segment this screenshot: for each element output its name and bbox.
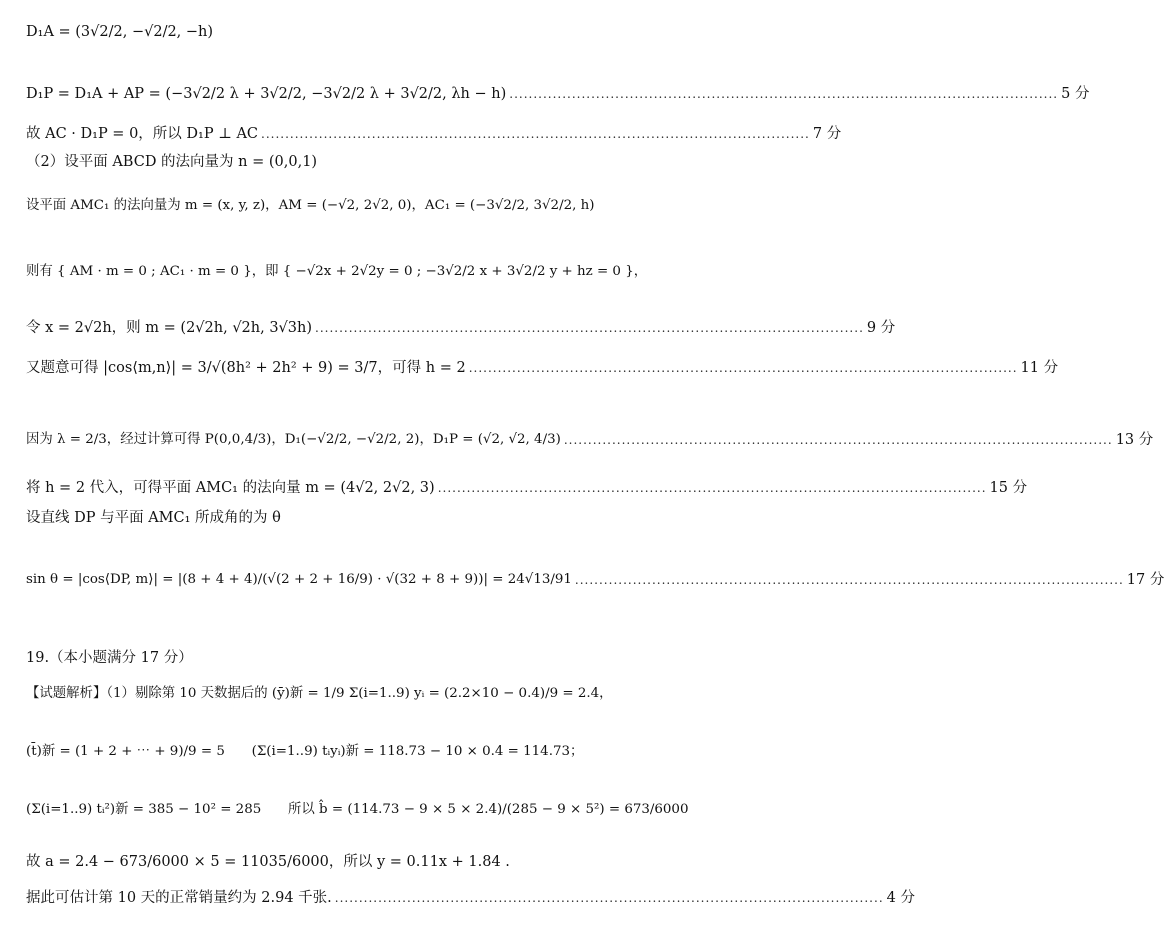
leader-dots: .................................................................................................................. [509,87,1059,101]
line-expression: 令 x = 2√2h，则 m = (2√2h, √2h, 3√3h) [26,320,313,336]
line-expression: 因为 λ = 2/3，经过计算可得 P(0,0,4/3)，D₁(−√2/2, −√2/2, 2)，D₁P = (√2, √2, 4/3) [26,432,561,447]
solution-line-3 [26,124,842,144]
problem19-line-4 [26,852,663,872]
solution-line-4 [26,152,663,172]
score-label: 5 分 [1061,86,1090,102]
score-label: 11 分 [1020,360,1059,376]
problem19-line-3 [26,800,689,820]
score-label: 13 分 [1115,432,1154,448]
leader-dots: .................................................................................................................. [315,321,864,335]
score-label: 4 分 [886,890,915,906]
solution-line-5 [26,196,663,216]
line-expression: 【试题解析】（1）剔除第 10 天数据后的 (ȳ)新 = 1/9 Σ(i=1..9) yᵢ = (2.2×10 − 0.4)/9 = 2.4， [26,686,613,701]
solution-line-9 [26,430,1154,450]
leader-dots: .................................................................................................................. [261,127,810,141]
leader-dots: .................................................................................................................. [334,891,884,905]
line-expression: 故 AC · D₁P = 0，所以 D₁P ⊥ AC [26,126,259,142]
line-expression: （2）设平面 ABCD 的法向量为 n = (0,0,1) [26,154,318,170]
solution-line-8 [26,358,1059,378]
line-expression: 又题意可得 |cos⟨m,n⟩| = 3/√(8h² + 2h² + 9) = 3/7，可得 h = 2 [26,360,466,376]
solution-line-11 [26,508,663,528]
score-label: 15 分 [989,480,1028,496]
solution-line-12 [26,570,1164,590]
line-expression: 据此可估计第 10 天的正常销量约为 2.94 千张. [26,890,332,906]
line-expression: 则有 { AM · m = 0 ; AC₁ · m = 0 }，即 { −√2x + 2√2y = 0 ; −3√2/2 x + 3√2/2 y + hz = 0 }， [26,264,648,279]
solution-line-2 [26,84,1090,104]
section-heading: 19.（本小题满分 17 分） [26,650,193,666]
leader-dots: .................................................................................................................. [437,481,987,495]
line-expression: (Σ(i=1..9) tᵢ²)新 = 385 − 10² = 285 所以 b̂ = (114.73 − 9 × 5 × 2.4)/(285 − 9 × 5²) = 673/6000 [26,802,689,817]
solution-line-10 [26,478,1028,498]
line-expression: 设平面 AMC₁ 的法向量为 m = (x, y, z)，AM = (−√2, 2√2, 0)，AC₁ = (−3√2/2, 3√2/2, h) [26,198,595,213]
leader-dots: .................................................................................................................. [563,433,1113,447]
line-expression: 设直线 DP 与平面 AMC₁ 所成角的为 θ [26,510,281,526]
line-expression: (t̄)新 = (1 + 2 + ⋯ + 9)/9 = 5 (Σ(i=1..9) tᵢyᵢ)新 = 118.73 − 10 × 0.4 = 114.73； [26,744,584,759]
problem19-line-2 [26,742,663,762]
leader-dots: .................................................................................................................. [574,573,1124,587]
solution-line-7 [26,318,896,338]
line-expression: 将 h = 2 代入，可得平面 AMC₁ 的法向量 m = (4√2, 2√2, 3) [26,480,435,496]
score-label: 17 分 [1126,572,1164,588]
solution-line-6 [26,262,663,282]
line-expression: 故 a = 2.4 − 673/6000 × 5 = 11035/6000，所以 y = 0.11x + 1.84 . [26,854,510,870]
problem19-heading [26,648,663,668]
score-label: 9 分 [866,320,896,336]
leader-dots: .................................................................................................................. [468,361,1018,375]
solution-line-1 [26,22,663,42]
line-expression: D₁P = D₁A + AP = (−3√2/2 λ + 3√2/2, −3√2/2 λ + 3√2/2, λh − h) [26,86,507,102]
score-label: 7 分 [812,126,842,142]
line-expression: sin θ = |cos⟨DP, m⟩| = |(8 + 4 + 4)/(√(2 + 2 + 16/9) · √(32 + 8 + 9))| = 24√13/91 [26,572,572,587]
problem19-line-5 [26,888,915,908]
problem19-line-1 [26,684,663,704]
line-expression: D₁A = (3√2/2, −√2/2, −h) [26,24,214,40]
